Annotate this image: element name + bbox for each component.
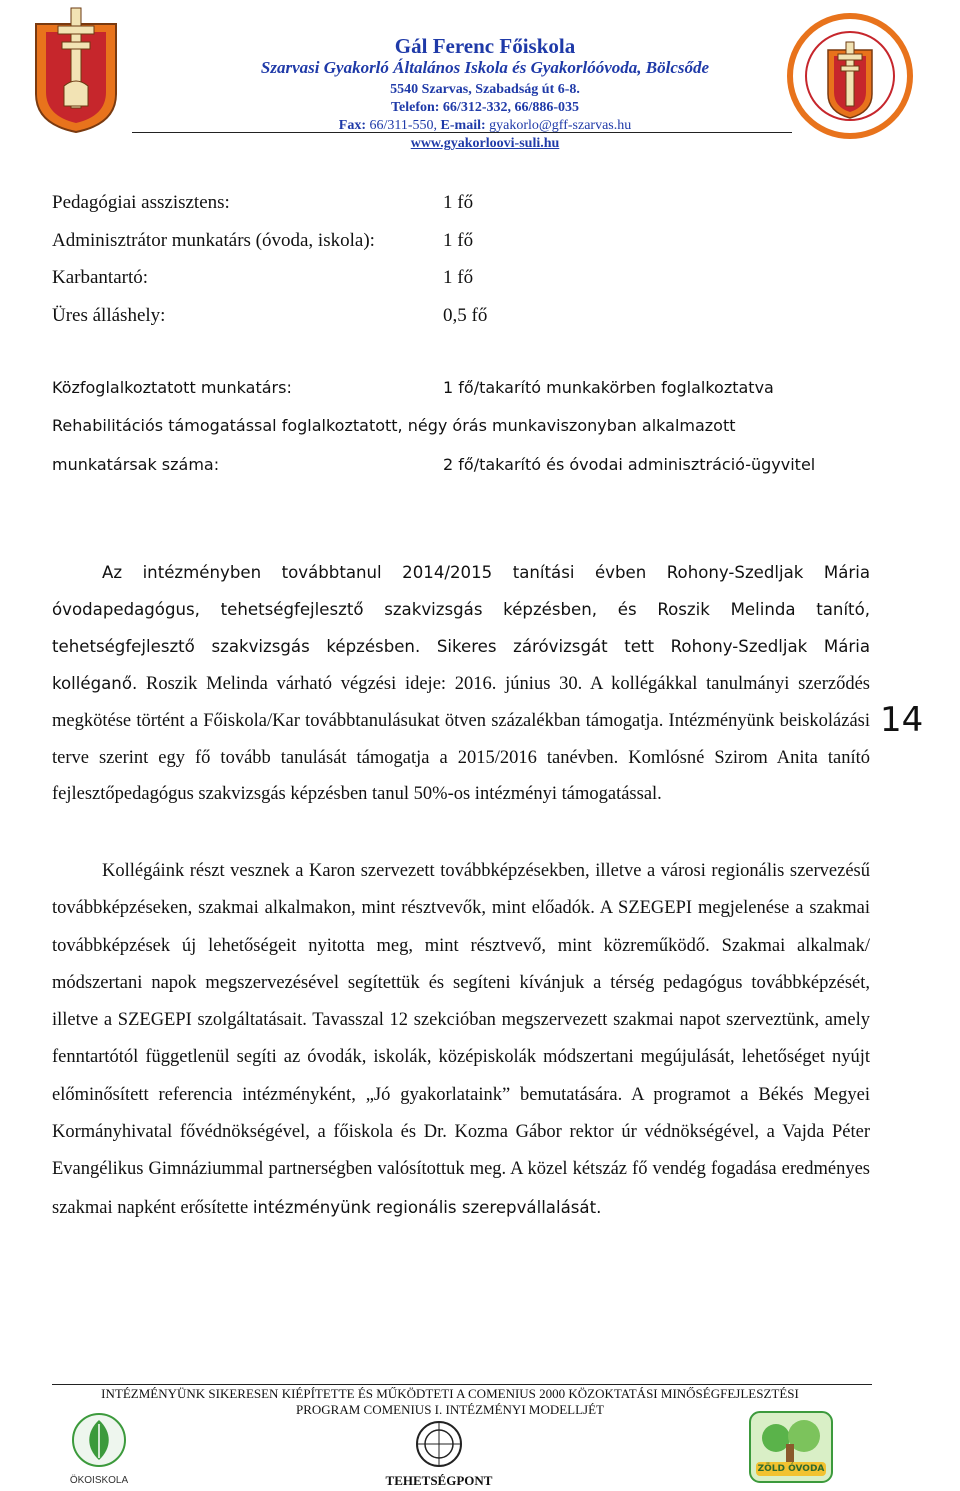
paragraph-trainings <box>52 853 870 1227</box>
staff-value-2: 1 fő <box>443 267 474 288</box>
green-kindergarten-logo <box>746 1408 836 1486</box>
website-link[interactable]: www.gyakorloovi-suli.hu <box>410 136 560 151</box>
school-crest-right <box>786 12 914 140</box>
paragraph2-sans: intézményünk regionális szerepvállalását. <box>252 1197 602 1217</box>
ecoschool-logo <box>64 1410 134 1488</box>
talent-point-label: TEHETSÉGPONT <box>385 1473 493 1488</box>
paragraph1-sans: Az intézményben továbbtanul 2014/2015 tanítási évben Rohony-Szedljak Mária óvodapedagógus, tehetségfejlesztő szakvizsgás képzésben, és Roszik Melinda tanító, tehetségfejlesztő szakvizsgás képzésben. Sikeres záróvizsgát tett Rohony-Szedljak Mária kolléganő. <box>52 563 870 693</box>
staff-value-3: 0,5 fő <box>443 305 488 326</box>
ecoschool-label: ÖKOISKOLA <box>69 1475 129 1486</box>
fax-label: Fax: <box>338 118 366 133</box>
school-name: Gál Ferenc Főiskola <box>394 34 576 58</box>
footer-line2: PROGRAM COMENIUS I. INTÉZMÉNYI MODELLJÉT <box>295 1402 604 1417</box>
paragraph1-serif-2: A kollégákkal tanulmányi szerződés megkötése történt a Főiskola/Kar továbbtanulásukat ötven százalékban támogatja. Intézményünk beiskolázási terve szerint egy fő tovább tanulását támogatja a 2015/2016 tanévben. Komlósné Szirom Anita tanító fejlesztőpedagógus szakvizsgás képzésben tanul 50%-os intézményi támogatással. <box>52 673 870 805</box>
green-kindergarten-label: ZÖLD ÓVODA <box>757 1464 825 1474</box>
footer-line1: INTÉZMÉNYÜNK SIKERESEN KIÉPÍTETTE ÉS MŰKÖDTETI A COMENIUS 2000 KÖZOKTATÁSI MINŐSÉGFEJLESZTÉSI <box>101 1386 799 1401</box>
public-work-value: 1 fő/takarító munkakörben foglalkoztatva <box>443 378 774 397</box>
page-number: 14 <box>880 700 924 740</box>
staff-value-1: 1 fő <box>443 230 474 251</box>
staff-label-3: Üres álláshely: <box>52 305 166 326</box>
paragraph-further-education <box>52 555 870 813</box>
rehab-label: munkatársak száma: <box>52 455 220 474</box>
staff-label-0: Pedagógiai asszisztens: <box>52 192 230 213</box>
school-subtitle: Szarvasi Gyakorló Általános Iskola és Gyakorlóóvoda, Bölcsőde <box>260 58 710 77</box>
rehab-line1: Rehabilitációs támogatással foglalkoztatott, négy órás munkaviszonyban alkalmazott <box>52 416 736 435</box>
footer-rule <box>52 1384 872 1385</box>
header-rule <box>132 132 792 133</box>
email-label: E-mail: <box>440 118 486 133</box>
staff-label-1: Adminisztrátor munkatárs (óvoda, iskola): <box>52 230 375 251</box>
paragraph1-serif-1: Roszik Melinda várható végzési ideje: 2016. június 30. <box>137 673 583 694</box>
talent-point-logo <box>374 1416 504 1488</box>
rehab-value: 2 fő/takarító és óvodai adminisztráció-ügyvitel <box>443 455 816 474</box>
email-link[interactable]: gyakorlo@gff-szarvas.hu <box>489 118 632 133</box>
staff-value-0: 1 fő <box>443 192 474 213</box>
school-crest-left <box>30 6 122 134</box>
fax-value: 66/311-550, <box>369 118 438 133</box>
public-work-label: Közfoglalkoztatott munkatárs: <box>52 378 292 397</box>
staff-label-2: Karbantartó: <box>52 267 149 288</box>
school-address: 5540 Szarvas, Szabadság út 6-8. <box>390 82 580 97</box>
school-phone: Telefon: 66/312-332, 66/886-035 <box>390 100 580 115</box>
paragraph2-serif: Kollégáink részt vesznek a Karon szervezett továbbképzésekben, illetve a városi regionális szervezésű továbbképzéseken, szakmai alkalmakon, mint résztvevők, mint előadók. A SZEGEPI megjelenése a szakmai továbbképzések új lehetőségeit nyitotta meg, mint résztvevő, mint közreműködő. Szakmai alkalmak/ módszertani napok megszervezésével segítettük és segíteni kívánjuk a térség pedagógus továbbképzését, illetve a SZEGEPI szolgáltatásait. Tavasszal 12 szekcióban megszervezett szakmai napot szerveztünk, amely fenntartótól függetlenül segíti az óvodák, iskolák, középiskolák módszertani megújulását, lehetőséget nyújt előminősített referencia intézményként, „Jó gyakorlataink” bemutatására. A programot a Békés Megyei Kormányhivatal fővédnökségével, a főiskola és Dr. Kozma Gábor rektor úr védnökségével, a Vajda Péter Evangélikus Gimnáziummal partnerségben valósítottuk meg. A közel kétszáz fő vendég fogadása eredményes szakmai napként erősítette <box>52 861 870 1218</box>
